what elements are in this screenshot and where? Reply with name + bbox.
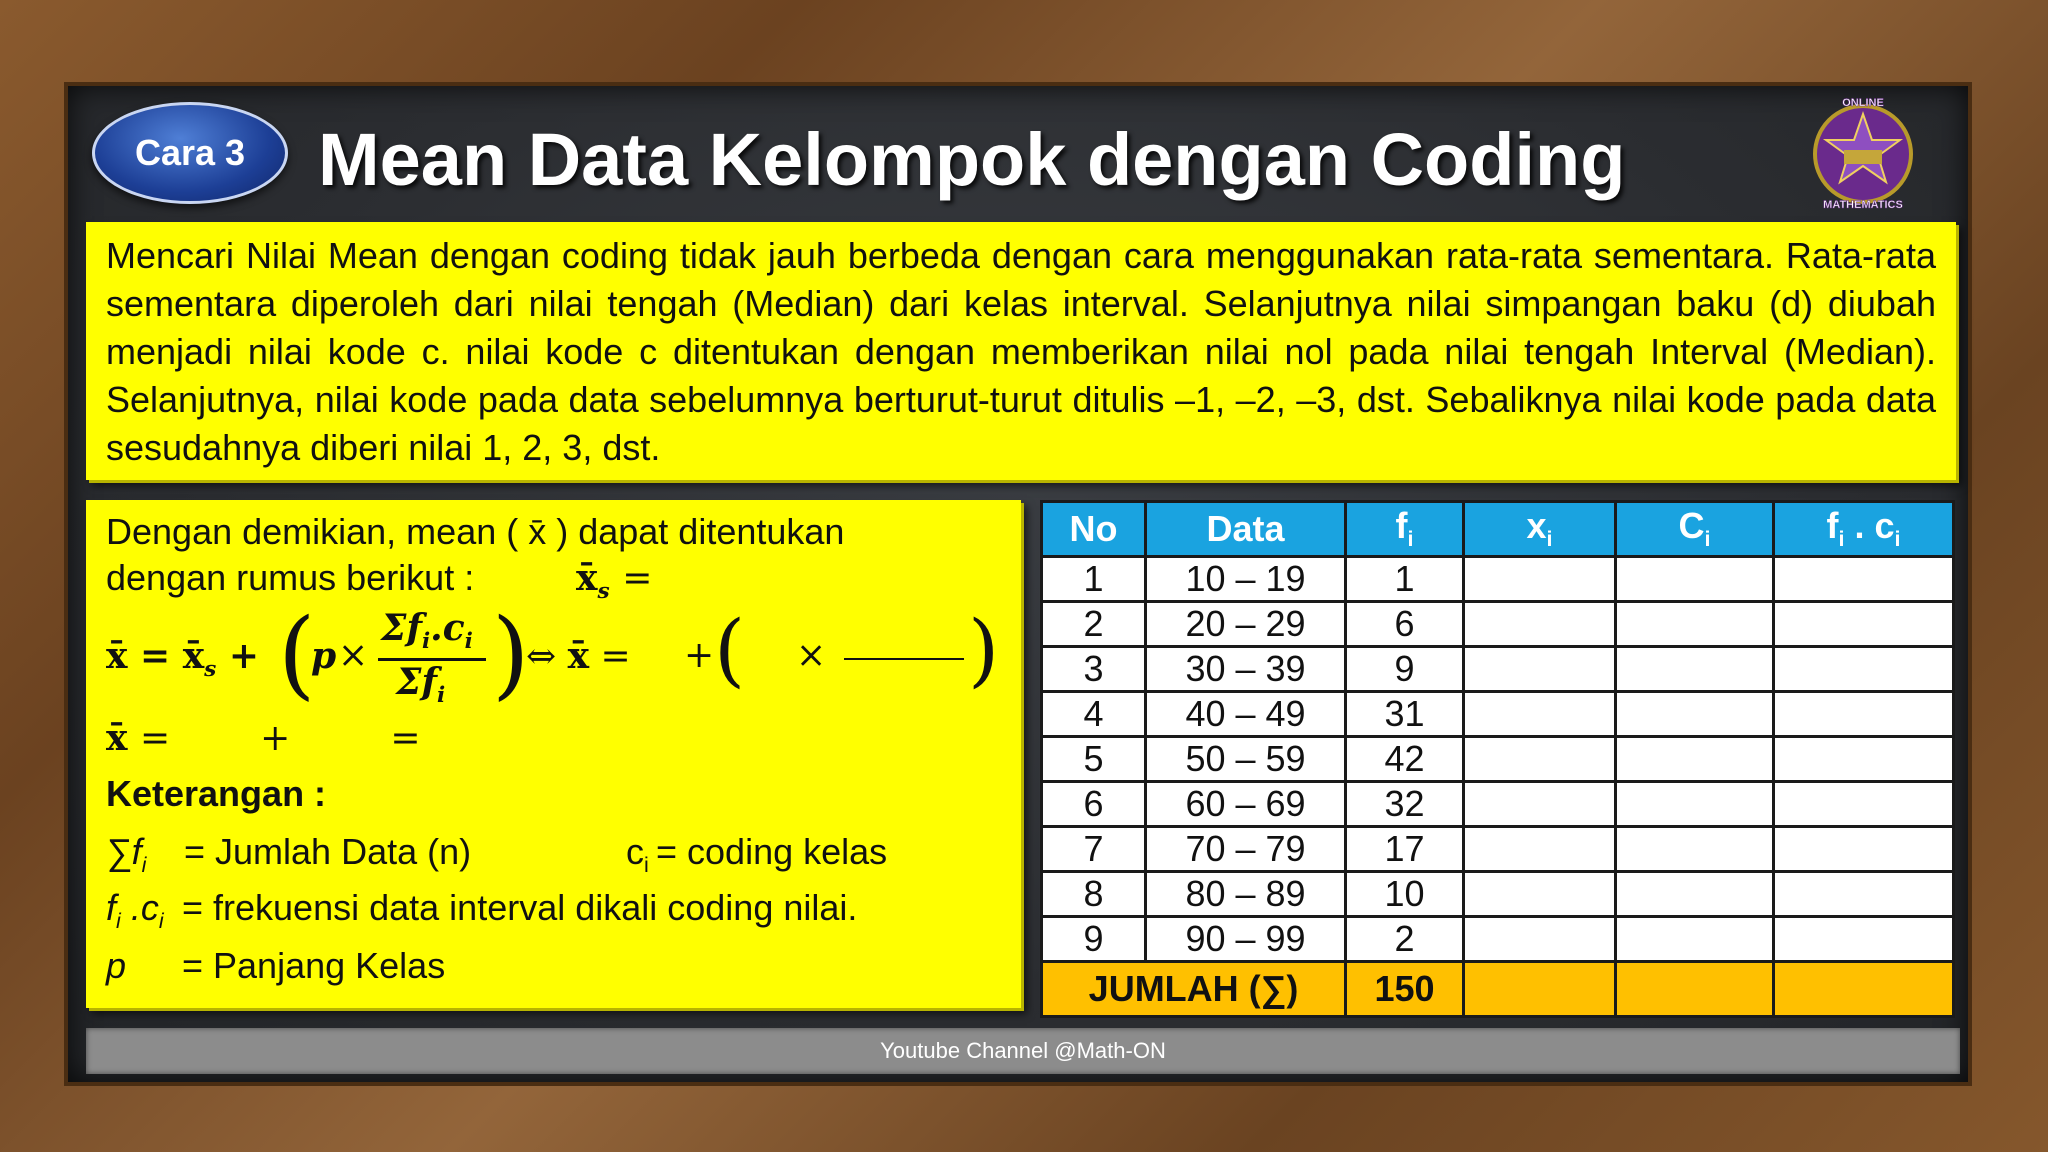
row-no: 1 [1042, 557, 1146, 602]
table-row [1042, 692, 1954, 737]
row-ci [1616, 557, 1774, 602]
row-no: 2 [1042, 602, 1146, 647]
row-fi: 9 [1346, 647, 1464, 692]
row-xi [1464, 557, 1616, 602]
svg-text:MATHEMATICS: MATHEMATICS [1823, 199, 1903, 211]
online-mathematics-logo [1808, 92, 1918, 212]
table-row [1042, 827, 1954, 872]
formula-intro-line1: Dengan demikian, mean ( x̄ ) dapat ditentukan [106, 511, 845, 552]
row-no: 6 [1042, 782, 1146, 827]
table-header-row [1042, 502, 1954, 557]
legend-fici-text: = frekuensi data interval dikali coding nilai. [182, 887, 858, 928]
row-ci [1616, 872, 1774, 917]
total-fici [1774, 962, 1954, 1017]
row-fici [1774, 872, 1954, 917]
total-ci [1616, 962, 1774, 1017]
row-no: 9 [1042, 917, 1146, 962]
row-data: 60 – 69 [1146, 782, 1346, 827]
row-fi: 17 [1346, 827, 1464, 872]
formula-intro-line2: dengan rumus berikut : [106, 557, 475, 598]
keterangan-heading: Keterangan : [106, 773, 327, 814]
row-fi: 10 [1346, 872, 1464, 917]
row-fi: 6 [1346, 602, 1464, 647]
header-xi: $x_i$ [1464, 502, 1616, 557]
header-no: No [1042, 502, 1146, 557]
row-ci [1616, 782, 1774, 827]
row-ci [1616, 602, 1774, 647]
mean-result-line: x̄ = + = [106, 717, 421, 759]
row-xi [1464, 647, 1616, 692]
row-ci [1616, 737, 1774, 782]
total-label: JUMLAH (∑) [1042, 962, 1346, 1017]
table-row [1042, 737, 1954, 782]
row-data: 50 – 59 [1146, 737, 1346, 782]
header-fi: $f_i$ [1346, 502, 1464, 557]
row-fici [1774, 602, 1954, 647]
legend-ci-text: = coding kelas [656, 831, 888, 872]
row-no: 4 [1042, 692, 1146, 737]
table-row [1042, 647, 1954, 692]
header-fici: $f_i$ . $c_i$ [1774, 502, 1954, 557]
legend-p: p [106, 945, 127, 986]
header-ci: $C_i$ [1616, 502, 1774, 557]
legend-sum-fi: $\sum f_i$ [106, 831, 147, 878]
row-data: 70 – 79 [1146, 827, 1346, 872]
row-xi [1464, 737, 1616, 782]
row-ci [1616, 827, 1774, 872]
frequency-table [1040, 500, 1955, 1018]
row-fici [1774, 917, 1954, 962]
svg-text:ONLINE: ONLINE [1842, 97, 1884, 109]
method-badge: Cara 3 [92, 102, 288, 204]
table-row [1042, 782, 1954, 827]
mean-formula: x̄ = $x̄_s$ + ( p × $\Sigma f_i.c_i$ $\Sigma f_i$ ) ⇔ x̄ = + ( × ) [106, 598, 1000, 710]
row-no: 7 [1042, 827, 1146, 872]
legend-p-text: = Panjang Kelas [182, 945, 446, 986]
row-fici [1774, 692, 1954, 737]
row-xi [1464, 917, 1616, 962]
legend-ci: $c_i$ [626, 831, 649, 878]
row-ci [1616, 647, 1774, 692]
legend-fici: $f_i$ $.c_i$ [106, 887, 164, 934]
header-data: Data [1146, 502, 1346, 557]
row-data: 40 – 49 [1146, 692, 1346, 737]
table-row [1042, 557, 1954, 602]
intro-paragraph: Mencari Nilai Mean dengan coding tidak jauh berbeda dengan cara menggunakan rata-rata sementara. Rata-rata sementara diperoleh dari nilai tengah (Median) dari kelas interval. Selanjutnya nilai simpangan baku (d) diubah menjadi nilai kode c. nilai kode c ditentukan dengan memberikan nilai nol pada nilai tengah Interval (Median). Selanjutnya, nilai kode pada data sebelumnya berturut-turut ditulis –1, –2, –3, dst. Sebaliknya nilai kode pada data sesudahnya diberi nilai 1, 2, 3, dst. [86, 222, 1956, 480]
row-data: 90 – 99 [1146, 917, 1346, 962]
legend-sum-fi-text: = Jumlah Data (n) [184, 831, 472, 872]
row-fi: 31 [1346, 692, 1464, 737]
footer-channel: Youtube Channel @Math-ON [86, 1028, 1960, 1074]
row-data: 80 – 89 [1146, 872, 1346, 917]
table-row [1042, 602, 1954, 647]
row-data: 10 – 19 [1146, 557, 1346, 602]
row-data: 20 – 29 [1146, 602, 1346, 647]
row-xi [1464, 782, 1616, 827]
table-row [1042, 917, 1954, 962]
row-fi: 1 [1346, 557, 1464, 602]
row-ci [1616, 917, 1774, 962]
row-fi: 2 [1346, 917, 1464, 962]
row-xi [1464, 602, 1616, 647]
formula-panel [86, 500, 1021, 1008]
row-fi: 42 [1346, 737, 1464, 782]
page-title: Mean Data Kelompok dengan Coding [318, 118, 1626, 201]
total-value: 150 [1346, 962, 1464, 1017]
row-fici [1774, 782, 1954, 827]
table-row [1042, 872, 1954, 917]
row-xi [1464, 692, 1616, 737]
row-fici [1774, 827, 1954, 872]
row-no: 5 [1042, 737, 1146, 782]
total-xi [1464, 962, 1616, 1017]
row-ci [1616, 692, 1774, 737]
row-xi [1464, 827, 1616, 872]
row-fici [1774, 737, 1954, 782]
row-fici [1774, 647, 1954, 692]
table-total-row [1042, 962, 1954, 1017]
row-xi [1464, 872, 1616, 917]
row-data: 30 – 39 [1146, 647, 1346, 692]
row-fici [1774, 557, 1954, 602]
row-fi: 32 [1346, 782, 1464, 827]
assumed-mean-symbol: $x̄_s$ = [576, 557, 653, 605]
row-no: 3 [1042, 647, 1146, 692]
row-no: 8 [1042, 872, 1146, 917]
